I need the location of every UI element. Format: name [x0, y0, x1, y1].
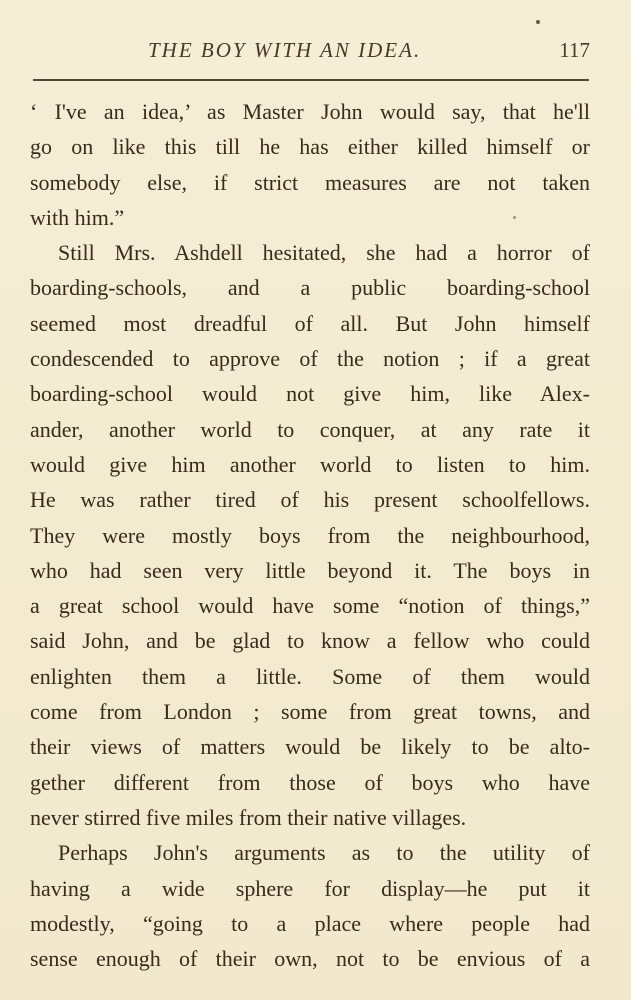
text-line: They were mostly boys from the neighbourhood, — [30, 522, 590, 548]
text-line: their views of matters would be likely to be alto- — [30, 734, 590, 760]
text-line: a great school would have some “notion of things,” — [30, 593, 590, 619]
text-line: who had seen very little beyond it. The boys in — [30, 557, 590, 583]
text-line: He was rather tired of his present schoolfellows. — [30, 487, 590, 513]
text-line: with him.” — [30, 204, 125, 230]
text-line: Still Mrs. Ashdell hesitated, she had a horror of — [58, 240, 590, 266]
text-line: boarding-schools, and a public boarding-school — [30, 275, 590, 301]
text-line: sense enough of their own, not to be envious of a — [30, 946, 590, 972]
text-line: boarding-school would not give him, like Alex- — [30, 381, 590, 407]
page-number: 117 — [559, 38, 590, 62]
text-line: enlighten them a little. Some of them would — [30, 663, 590, 689]
running-title: THE BOY WITH AN IDEA. — [148, 38, 422, 62]
text-line: ander, another world to conquer, at any rate it — [30, 416, 590, 442]
text-line: ‘ I've an idea,’ as Master John would say, that he'll — [30, 99, 590, 124]
ink-speck — [536, 20, 540, 24]
text-line: Perhaps John's arguments as to the utility of — [58, 840, 590, 866]
text-line: would give him another world to listen to him. — [30, 451, 590, 477]
running-head — [30, 38, 590, 64]
text-line: go on like this till he has either killed himself or — [30, 134, 590, 160]
text-line: having a wide sphere for display—he put it — [30, 875, 590, 901]
text-line: somebody else, if strict measures are not taken — [30, 169, 590, 195]
text-line: seemed most dreadful of all. But John himself — [30, 310, 590, 336]
text-line: condescended to approve of the notion ; if a great — [30, 346, 590, 372]
text-line: gether different from those of boys who have — [30, 769, 590, 795]
text-line: never stirred five miles from their native villages. — [30, 804, 467, 830]
header-rule — [33, 79, 589, 81]
text-line: said John, and be glad to know a fellow who could — [30, 628, 590, 654]
text-line: modestly, “going to a place where people had — [30, 910, 590, 936]
text-line: come from London ; some from great towns, and — [30, 699, 590, 725]
body-text — [30, 94, 590, 976]
